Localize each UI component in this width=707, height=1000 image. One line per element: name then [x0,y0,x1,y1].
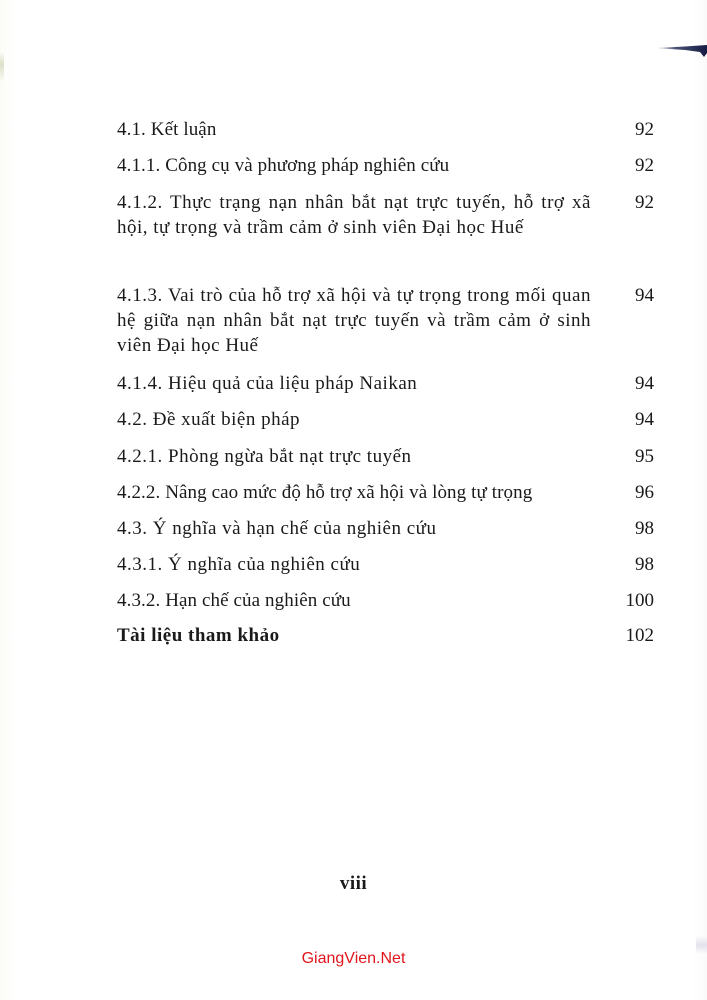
toc-entry-page: 92 [635,155,654,176]
toc-entry-title: 4.3.1. Ý nghĩa của nghiên cứu [117,554,361,575]
toc-entry-page: 94 [635,373,654,394]
toc-entry-title: 4.1.4. Hiệu quả của liệu pháp Naikan [117,373,418,394]
scan-edge-mark [655,44,707,58]
scan-edge-shadow-left [0,52,4,82]
toc-entry-title: 4.1.2. Thực trạng nạn nhân bắt nạt trực tuyến, hỗ trợ xã hội, tự trọng và trầm cảm ở sinh viên Đại học Huế [117,192,591,238]
toc-entry-title: 4.2.2. Nâng cao mức độ hỗ trợ xã hội và lòng tự trọng [117,482,533,503]
toc-entry-title: Tài liệu tham khảo [117,625,280,646]
toc-entry-page: 92 [635,192,654,213]
toc-entry-page: 100 [625,590,654,611]
toc-entry-page: 95 [635,446,654,467]
toc-entry-page: 94 [635,409,654,430]
toc-entry-title: 4.1.3. Vai trò của hỗ trợ xã hội và tự trọng trong mối quan hệ giữa nạn nhân bắt nạt trực tuyến và trầm cảm ở sinh viên Đại học Huế [117,285,591,356]
toc-entry-page: 92 [635,119,654,140]
toc-entry-title: 4.1.1. Công cụ và phương pháp nghiên cứu [117,155,450,176]
toc-entry-title: 4.3. Ý nghĩa và hạn chế của nghiên cứu [117,518,437,539]
toc-entry-title: 4.2.1. Phòng ngừa bắt nạt trực tuyến [117,446,412,467]
toc-entry-page: 94 [635,285,654,306]
page-number: viii [339,873,368,894]
toc-entry-page: 102 [625,625,654,646]
toc-entry-page: 98 [635,554,654,575]
toc-entry-page: 96 [635,482,654,503]
toc-entry-title: 4.2. Đề xuất biện pháp [117,409,301,430]
watermark: GiangVien.Net [301,950,406,967]
toc-entry-page: 98 [635,518,654,539]
toc-entry-title: 4.1. Kết luận [117,119,217,140]
toc-entry-title: 4.3.2. Hạn chế của nghiên cứu [117,590,351,611]
